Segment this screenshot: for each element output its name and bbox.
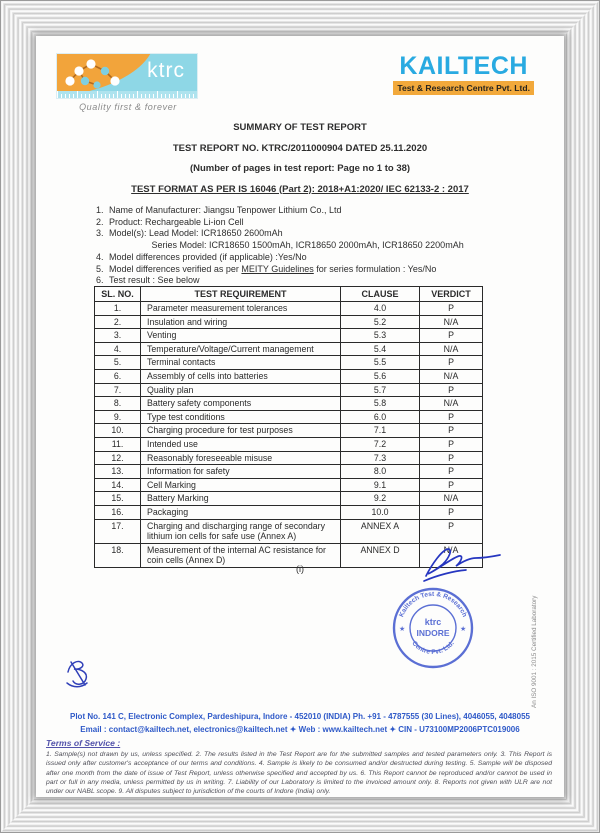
ruler-graphic	[57, 91, 197, 98]
cell-requirement: Temperature/Voltage/Current management	[141, 342, 341, 356]
page-marker: (i)	[296, 564, 304, 574]
cell-clause: 8.0	[341, 465, 420, 479]
cell-sl: 15.	[95, 492, 141, 506]
detail-text: Product: Rechargeable Li-ion Cell	[109, 216, 244, 227]
terms-title: Terms of Service :	[46, 738, 121, 748]
cell-requirement: Insulation and wiring	[141, 315, 341, 329]
cell-requirement: Terminal contacts	[141, 356, 341, 370]
table-row	[95, 342, 483, 356]
col-sl-no: SL. NO.	[95, 287, 141, 302]
detail-number: 5.	[96, 263, 104, 274]
cell-verdict: P	[420, 478, 483, 492]
cell-requirement: Measurement of the internal AC resistance for coin cells (Annex D)	[141, 543, 341, 567]
frame-left	[0, 0, 34, 833]
report-titles	[36, 122, 564, 204]
molecule-icon	[57, 54, 137, 94]
cell-verdict: N/A	[420, 369, 483, 383]
cell-sl: 12.	[95, 451, 141, 465]
cell-requirement: Cell Marking	[141, 478, 341, 492]
iso-certification-note: An ISO 9001 : 2015 Certified Laboratory	[531, 595, 538, 708]
kailtech-logo-subtitle: Test & Research Centre Pvt. Ltd.	[393, 81, 534, 95]
report-details	[96, 205, 464, 287]
col-verdict: VERDICT	[420, 287, 483, 302]
cell-clause: 5.8	[341, 397, 420, 411]
cell-verdict: P	[420, 437, 483, 451]
kailtech-logo	[393, 54, 534, 96]
cell-verdict: P	[420, 410, 483, 424]
cell-verdict: P	[420, 329, 483, 343]
cell-requirement: Packaging	[141, 505, 341, 519]
table-row	[95, 356, 483, 370]
cell-clause: 5.2	[341, 315, 420, 329]
cell-verdict: P	[420, 356, 483, 370]
table-row	[95, 329, 483, 343]
detail-text: Name of Manufacturer: Jiangsu Tenpower Lithium Co., Ltd	[109, 205, 342, 215]
stamp-star-right: ★	[460, 626, 467, 633]
detail-line	[96, 205, 464, 217]
detail-text: Test result : See below	[109, 275, 200, 286]
cell-clause: 9.1	[341, 478, 420, 492]
stamp-center-ktrc: ktrc	[424, 617, 442, 627]
detail-line	[96, 228, 464, 240]
detail-line	[96, 217, 464, 229]
table-row	[95, 369, 483, 383]
table-row	[95, 410, 483, 424]
cell-clause: ANNEX D	[341, 543, 420, 567]
cell-clause: ANNEX A	[341, 519, 420, 543]
detail-number: 6.	[96, 275, 104, 286]
detail-line	[96, 264, 464, 276]
report-number: TEST REPORT NO. KTRC/2011000904 DATED 25.11.2020	[172, 142, 428, 154]
cell-clause: 7.3	[341, 451, 420, 465]
table-header-row	[95, 287, 483, 302]
table-row	[95, 397, 483, 411]
col-clause: CLAUSE	[341, 287, 420, 302]
stamp-bottom-text: Centre Pvt. Ltd.	[410, 639, 456, 657]
cell-requirement: Assembly of cells into batteries	[141, 369, 341, 383]
cell-sl: 5.	[95, 356, 141, 370]
detail-line	[96, 240, 464, 252]
cell-verdict: P	[420, 383, 483, 397]
cell-requirement: Information for safety	[141, 465, 341, 479]
cell-requirement: Quality plan	[141, 383, 341, 397]
frame-top	[0, 0, 600, 34]
table-row	[95, 302, 483, 316]
frame-right	[566, 0, 600, 833]
table-row	[95, 315, 483, 329]
detail-number: 1.	[96, 205, 104, 215]
detail-text: Series Model: ICR18650 1500mAh, ICR18650 2000mAh, ICR18650 2200mAh	[109, 240, 464, 251]
cell-sl: 14.	[95, 478, 141, 492]
detail-number: 2.	[96, 216, 104, 227]
detail-text: Model differences verified as per MEITY Guidelines for series formulation : Yes/No	[109, 263, 437, 274]
cell-verdict: N/A	[420, 342, 483, 356]
svg-text:Centre Pvt. Ltd.	[410, 640, 455, 656]
cell-clause: 4.0	[341, 302, 420, 316]
col-test-requirement: TEST REQUIREMENT	[141, 287, 341, 302]
kailtech-logo-name: KAILTECH	[399, 52, 528, 80]
cell-verdict: P	[420, 424, 483, 438]
cell-requirement: Reasonably foreseeable misuse	[141, 451, 341, 465]
terms-of-service	[46, 738, 552, 796]
cell-verdict: P	[420, 505, 483, 519]
cell-verdict: N/A	[420, 492, 483, 506]
round-stamp	[391, 586, 475, 670]
cell-verdict: N/A	[420, 543, 483, 567]
table-row	[95, 478, 483, 492]
results-table	[94, 286, 483, 568]
cell-clause: 5.5	[341, 356, 420, 370]
ktrc-logo-text: ktrc	[147, 59, 185, 82]
report-pages: (Number of pages in test report: Page no 1 to 38)	[189, 163, 411, 174]
cell-requirement: Charging procedure for test purposes	[141, 424, 341, 438]
detail-text: Model(s): Lead Model: ICR18650 2600mAh	[109, 228, 283, 239]
table-row	[95, 437, 483, 451]
stamp-center-indore: INDORE	[416, 628, 450, 638]
cell-sl: 2.	[95, 315, 141, 329]
cell-sl: 16.	[95, 505, 141, 519]
detail-text: Model differences provided (if applicable) :Yes/No	[109, 251, 307, 262]
detail-line	[96, 252, 464, 264]
table-row	[95, 465, 483, 479]
cell-sl: 13.	[95, 465, 141, 479]
test-format: TEST FORMAT AS PER IS 16046 (Part 2): 2018+A1:2020/ IEC 62133-2 : 2017	[131, 183, 469, 195]
cell-sl: 11.	[95, 437, 141, 451]
detail-number: 3.	[96, 228, 104, 239]
cell-verdict: P	[420, 519, 483, 543]
cell-clause: 9.2	[341, 492, 420, 506]
handwritten-initials	[58, 654, 100, 700]
cell-requirement: Battery Marking	[141, 492, 341, 506]
cell-clause: 10.0	[341, 505, 420, 519]
cell-requirement: Venting	[141, 329, 341, 343]
cell-requirement: Type test conditions	[141, 410, 341, 424]
cell-sl: 6.	[95, 369, 141, 383]
table-row	[95, 492, 483, 506]
cell-sl: 7.	[95, 383, 141, 397]
cell-verdict: P	[420, 451, 483, 465]
cell-sl: 3.	[95, 329, 141, 343]
cell-sl: 10.	[95, 424, 141, 438]
cell-requirement: Parameter measurement tolerances	[141, 302, 341, 316]
cell-sl: 1.	[95, 302, 141, 316]
cell-clause: 5.6	[341, 369, 420, 383]
cell-verdict: N/A	[420, 315, 483, 329]
cell-sl: 8.	[95, 397, 141, 411]
cell-verdict: P	[420, 302, 483, 316]
table-row	[95, 451, 483, 465]
detail-number: 4.	[96, 251, 104, 262]
cell-sl: 18.	[95, 543, 141, 567]
footer-address: Plot No. 141 C, Electronic Complex, Pardeshipura, Indore - 452010 (INDIA) Ph. +91 - 4787555 (30 Lines), 4046055, 4048055	[70, 712, 530, 721]
terms-body: 1. Sample(s) not drawn by us, unless specified. 2. The results listed in the Test Report are for the submitted samples and tested parameters only. 3. This Report is issued only after customer's acceptance of our terms and conditions. 4. Sample is likely to be consumed and/or destructed during testing. 5. Sample will be disposed after one month from the date of issue of Test Report, unless otherwise specified and accepted by us. 6. This Report cannot be reproduced and/or cannot be used in part or full in any media, unless permitted by us in writing. 7. Liability of our Laboratory is limited to the invoiced amount only. 8. Reports not given with ULR are not under our NABL scope. 9. All disputes subject to jurisdiction of the courts of Indore (India) only.	[46, 751, 552, 796]
table-row	[95, 505, 483, 519]
table-row	[95, 424, 483, 438]
cell-requirement: Charging and discharging range of secondary lithium ion cells for safe use (Annex A)	[141, 519, 341, 543]
report-title: SUMMARY OF TEST REPORT	[233, 122, 367, 133]
ktrc-tagline: Quality first & forever	[79, 102, 177, 112]
cell-requirement: Battery safety components	[141, 397, 341, 411]
cell-clause: 7.1	[341, 424, 420, 438]
cell-clause: 5.3	[341, 329, 420, 343]
cell-verdict: N/A	[420, 397, 483, 411]
cell-clause: 5.4	[341, 342, 420, 356]
cell-clause: 7.2	[341, 437, 420, 451]
cell-requirement: Intended use	[141, 437, 341, 451]
table-row	[95, 383, 483, 397]
cell-verdict: P	[420, 465, 483, 479]
stamp-star-left: ★	[399, 626, 406, 633]
cell-sl: 17.	[95, 519, 141, 543]
ktrc-logo	[56, 53, 198, 99]
frame-bottom	[0, 799, 600, 833]
cell-sl: 4.	[95, 342, 141, 356]
cell-sl: 9.	[95, 410, 141, 424]
cell-clause: 5.7	[341, 383, 420, 397]
cell-clause: 6.0	[341, 410, 420, 424]
test-report-page	[36, 36, 564, 797]
footer-contacts: Email : contact@kailtech.net, electronics@kailtech.net ✦ Web : www.kailtech.net ✦ CIN - U73100MP2006PTC019006	[80, 725, 520, 734]
stamp-top-text: Kailtech Test & Research	[398, 590, 468, 619]
